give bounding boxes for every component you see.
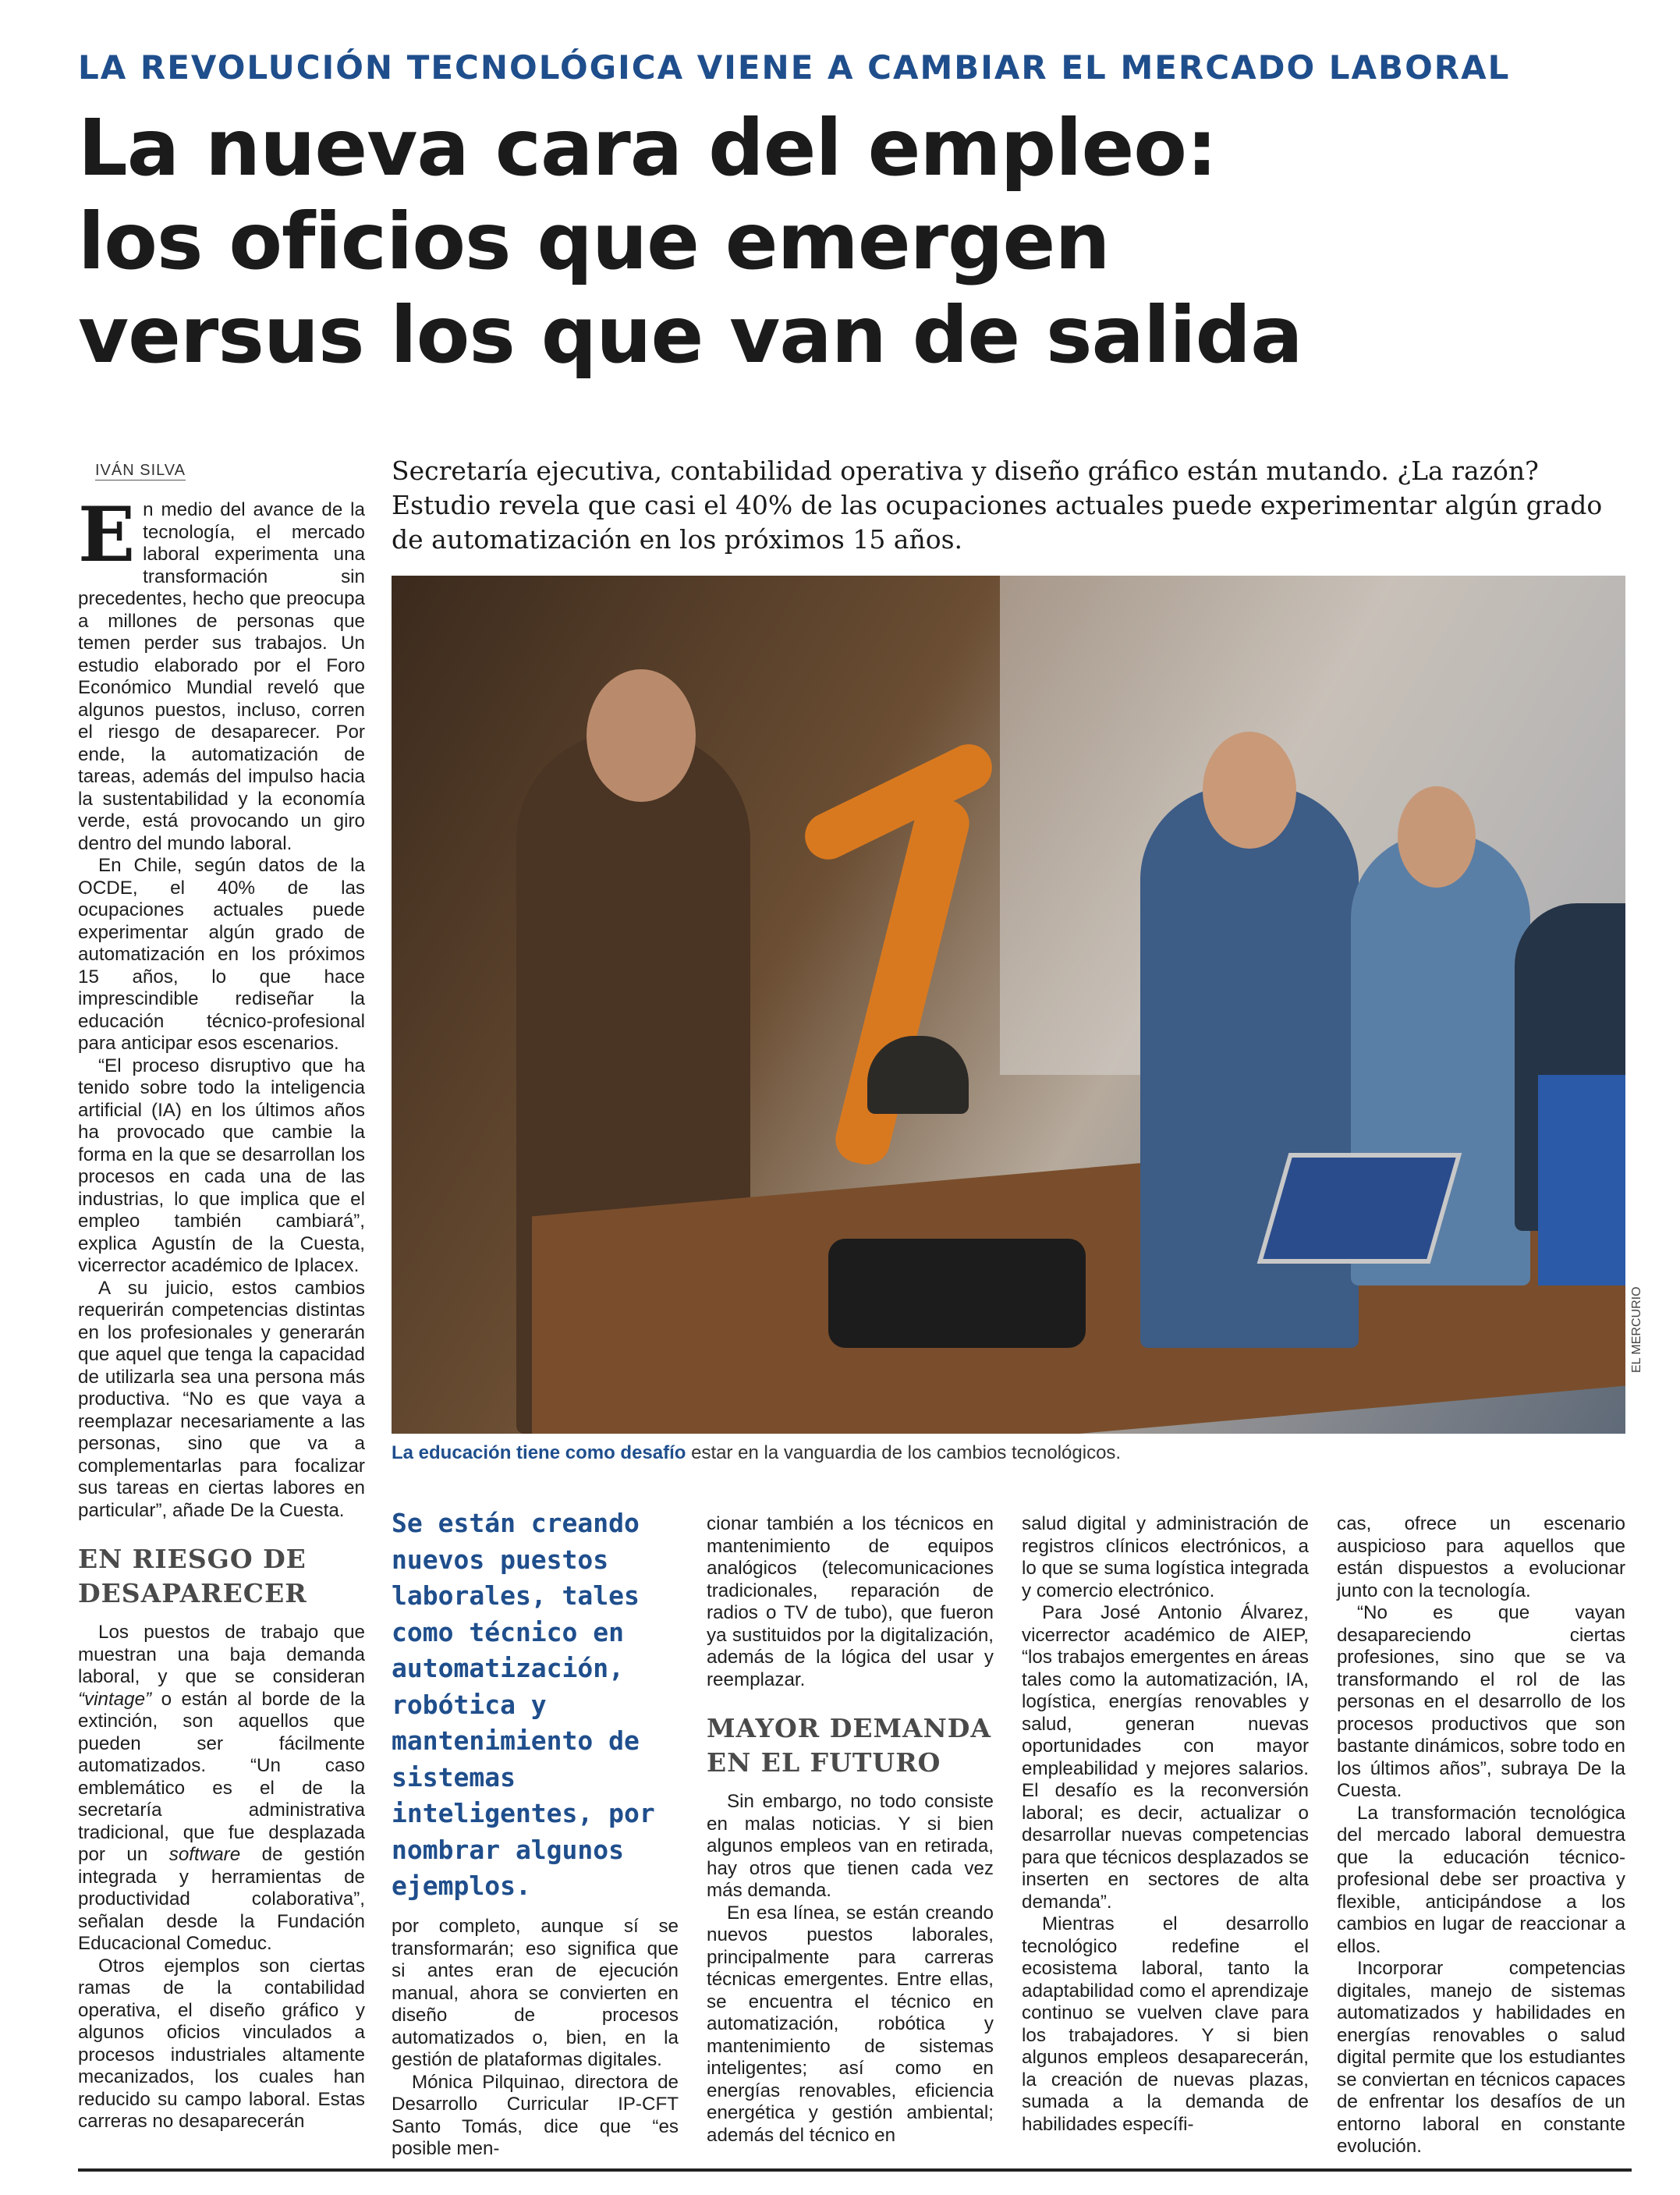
col4-paragraph-2: Para José Antonio Álvarez, vicerrector académico de AIEP, “los trabajos emergentes en áreas tales como la automatización, IA, logística, energías renovables y salud, generan nuevas oportunidades con mayor empleabilidad y mejores salarios. El desafío es la reconversión laboral; es decir, actualizar o desarrollar nuevas competencias para que técnicos desplazados se inserten en sectores de alta demanda”. — [1022, 1602, 1309, 1913]
headline-line-1: La nueva cara del empleo: — [78, 102, 1217, 193]
photo-student-1 — [1140, 786, 1359, 1348]
pull-quote: Se están creando nuevos puestos laborales, tales como técnico en automatización, robótica y mantenimiento de sistemas inteligentes, por nombrar algunos ejemplos. — [392, 1508, 655, 1901]
col1-p5-vintage: “vintage” — [78, 1688, 152, 1710]
photo-credit: EL MERCURIO — [1630, 1286, 1643, 1373]
photo-older-man-head — [587, 669, 696, 802]
column-5 — [1337, 1513, 1625, 2158]
kicker: LA REVOLUCIÓN TECNOLÓGICA VIENE A CAMBIAR EL MERCADO LABORAL — [78, 48, 1511, 87]
column-3 — [707, 1513, 994, 2147]
column-1 — [78, 491, 365, 2133]
dropcap: E — [78, 491, 136, 579]
headline — [78, 101, 1607, 382]
photo-robot-arm-upper — [797, 736, 1000, 867]
photo-student-2-head — [1398, 786, 1476, 888]
col1-paragraph-3: “El proceso disruptivo que ha tenido sobre todo la inteligencia artificial (IA) en los últimos años ha provocado que cambie la forma en la que se desarrollan los procesos en cada una de las industrias, lo que implica que el empleo también cambiará”, explica Agustín de la Cuesta, vicerrector académico de Iplacex. — [78, 1055, 365, 1276]
headline-line-3: versus los que van de salida — [78, 289, 1303, 381]
photo-solar-panel — [1257, 1153, 1462, 1264]
col1-paragraph-6: Otros ejemplos son ciertas ramas de la contabilidad operativa, el diseño gráfico y algunos oficios vinculados a procesos industriales altamente mecanizados, los cuales han reducido su campo laboral. Estas carreras no desaparecerán — [78, 1955, 365, 2132]
col2-paragraph-2: Mónica Pilquinao, directora de Desarrollo Curricular IP-CFT Santo Tomás, dice que “es posible men- — [392, 2071, 679, 2159]
col1-p5-text-c: de gestión integrada y herramientas de productividad colaborativa”, señalan desde la Fundación Educacional Comeduc. — [78, 1844, 365, 1954]
col3-paragraph-2: Sin embargo, no todo consiste en malas noticias. Y si bien algunos empleos van en retirada, hay otros que tienen cada vez más demanda. — [707, 1791, 994, 1901]
column-4 — [1022, 1513, 1309, 2136]
col5-paragraph-4: Incorporar competencias digitales, manejo de sistemas automatizados y habilidades en energías renovables o salud digital permite que los estudiantes se conviertan en técnicos capaces de enfrentar los desafíos de un entorno laboral en constante evolución. — [1337, 1958, 1625, 2157]
col1-p5-text-a: Los puestos de trabajo que muestran una baja demanda laboral, y que se consideran — [78, 1622, 365, 1687]
col5-paragraph-3: La transformación tecnológica del mercado laboral demuestra que la educación técnico-profesional debe ser proactiva y flexible, anticipándose a los cambios en lugar de reaccionar a ellos. — [1337, 1802, 1625, 1957]
col3-paragraph-3: En esa línea, se están creando nuevos puestos laborales, principalmente para carreras técnicas emergentes. Entre ellas, se encuentra el técnico en automatización, robótica y mantenimiento de sistemas inteligentes; así como en energías renovables, eficiencia energética y gestión ambiental; además del técnico en — [707, 1902, 994, 2146]
col5-paragraph-1: cas, ofrece un escenario auspicioso para aquellos que están dispuestos a evolucionar junto con la tecnología. — [1337, 1513, 1625, 1601]
col5-paragraph-2: “No es que vayan desapareciendo ciertas profesiones, sino que se va transformando el rol de las personas en el desarrollo de los procesos productivos que son bastante dinámicos, sobre todo en los últimos años”, subraya De la Cuesta. — [1337, 1602, 1625, 1801]
col2-paragraph-1: por completo, aunque sí se transformarán; eso significa que si antes eran de ejecución manual, ahora se convierten en diseño de procesos automatizados o, bien, en la gestión de plataformas digitales. — [392, 1916, 679, 2070]
col1-paragraph-2: En Chile, según datos de la OCDE, el 40% de las ocupaciones actuales puede experimentar algún grado de automatización en los próximos 15 años, lo que hace imprescindible rediseñar la educación técnico-profesional para anticipar esos escenarios. — [78, 855, 365, 1054]
headline-line-2: los oficios que emergen — [78, 196, 1110, 287]
caption-bold: La educación tiene como desafío — [392, 1442, 686, 1463]
deck: Secretaría ejecutiva, contabilidad operativa y diseño gráfico están mutando. ¿La razón? Estudio revela que casi el 40% de las ocupaciones actuales puede experimentar algún grado de automatización en los próximos 15 años. — [392, 456, 1603, 555]
col3-paragraph-1: cionar también a los técnicos en mantenimiento de equipos analógicos (telecomunicaciones tradicionales, reparación de radios o TV de tubo), que fueron ya sustituidos por la digitalización, además de la lógica del usar y reemplazar. — [707, 1513, 994, 1690]
col1-p1-text: n medio del avance de la tecnología, el mercado laboral experimenta una transformación sin precedentes, hecho que preocupa a millones de personas que temen perder sus trabajos. Un estudio elaborado por el Foro Económico Mundial reveló que algunos puestos, incluso, corren el riesgo de desaparecer. Por ende, la automatización de tareas, además del impulso hacia la sustentabilidad y la economía verde, está provocando un giro dentro del mundo laboral. — [78, 499, 365, 854]
photo-lamp — [867, 1036, 969, 1114]
photo-typewriter — [828, 1239, 1086, 1348]
article-photo — [392, 576, 1625, 1434]
caption-rest: estar en la vanguardia de los cambios tecnológicos. — [686, 1442, 1122, 1463]
col1-p5-text-b: o están al borde de la extinción, son aquellos que pueden ser fácilmente automatizados. “Un caso emblemático es el de la secretaría administrativa tradicional, que fue desplazada por un — [78, 1688, 365, 1865]
col4-paragraph-1: salud digital y administración de registros clínicos electrónicos, a lo que se suma logística integrada y comercio electrónico. — [1022, 1513, 1309, 1601]
col1-paragraph-5 — [78, 1622, 365, 1956]
photo-3d-printer — [1538, 1075, 1625, 1285]
byline: IVÁN SILVA — [95, 462, 186, 479]
col1-p5-software: software — [168, 1844, 241, 1865]
col1-paragraph-1 — [78, 491, 365, 855]
subhead-en-riesgo: EN RIESGO DE DESAPARECER — [78, 1544, 307, 1608]
subhead-mayor-demanda: MAYOR DEMANDA EN EL FUTURO — [707, 1713, 991, 1778]
bottom-rule — [78, 2168, 1632, 2172]
photo-student-1-head — [1203, 732, 1296, 849]
col4-paragraph-3: Mientras el desarrollo tecnológico redefine el ecosistema laboral, tanto la adaptabilidad como el aprendizaje continuo se vuelven clave para los trabajadores. Y si bien algunos empleos desaparecerán, la creación de nuevas plazas, sumada a la demanda de habilidades específi- — [1022, 1913, 1309, 2135]
col1-paragraph-4: A su juicio, estos cambios requerirán competencias distintas en los profesionales y generarán que aquel que tenga la capacidad de utilizarla sea una persona más productiva. “No es que vaya a reemplazar necesariamente a las personas, sino que va a complementarlas para focalizar sus tareas en ciertas labores en particular”, añade De la Cuesta. — [78, 1277, 365, 1521]
column-2 — [392, 1916, 679, 2161]
photo-caption — [392, 1442, 1632, 1464]
